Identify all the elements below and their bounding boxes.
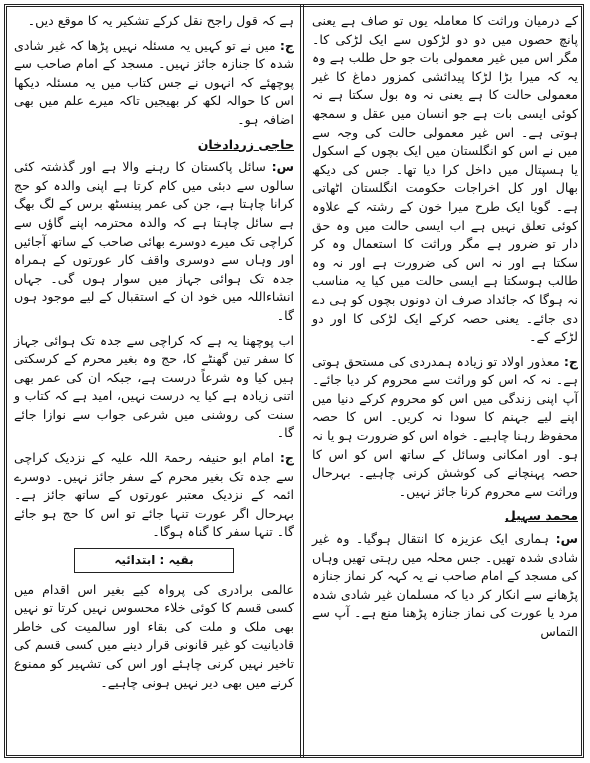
question-text: سائل پاکستان کا رہنے والا ہے اور گذشتہ کئی سالوں سے دبئی میں کام کرتا ہے اپنی والدہ کو حج کرانا چاہتا ہے، جن کی عمر پینسٹھ برس کے لگ بھگ ہے سائل چاہتا ہے کہ والدہ محترمہ اپنے گاؤں سے کراچی تک میرے دوسرے بھائی صاحب کے ساتھ آجائیں اور وہاں سے دوسری واقف کار عورتوں کے ہمراہ جدہ تک ہوائی جہاز میں سوار ہوں گی۔ جہاں انشاءاللہ میں خود ان کے استقبال کے لیے موجود ہوں گا۔ bbox=[14, 159, 294, 323]
question-text: ہماری ایک عزیزہ کا انتقال ہوگیا۔ وہ غیر شادی شدہ تھیں۔ جس محلہ میں رہتی تھیں وہاں کی مسجد کے امام صاحب نے یہ کہہ کر نماز جنازہ پڑھانے سے انکار کر دیا کہ مسلمان غیر شادی شدہ مرد یا عورت کی نماز جنازہ پڑھنا منع ہے۔ آپ سے التماس bbox=[312, 531, 578, 639]
answer-text: معذور اولاد تو زیادہ ہمدردی کی مستحق ہوتی ہے۔ نہ کہ اس کو وراثت سے محروم کر دیا جائے۔ آپ اپنی زندگی میں اس کو محروم کرکے دنیا میں اپنے لیے جہنم کا سودا نہ کریں۔ اس کا حصہ محفوظ رہنا چاہیے۔ خواہ اس کو ضرورت ہو یا نہ ہو۔ اور امکانی وسائل کے ساتھ اس کو اس کا حصہ پہنچانے کی کوشش کرنی چاہیے۔ بہرحال وراثت سے محروم کرنا جائز نہیں۔ bbox=[312, 353, 578, 499]
question-paragraph bbox=[312, 530, 578, 642]
question-marker: س: bbox=[555, 531, 578, 547]
answer-text: میں نے تو کہیں یہ مسئلہ نہیں پڑھا کہ غیر شادی شدہ کا جنازہ جائز نہیں۔ مسجد کے امام صاحب سے پوچھئے کہ انہوں نے جس کتاب میں یہ مسئلہ دیکھا اس کا حوالہ لکھ کر بھیجیں تاکہ میرے علم میں بھی اضافہ ہو۔ bbox=[14, 37, 294, 127]
answer-inheritance-text: کے درمیان وراثت کا معاملہ یوں تو صاف ہے یعنی پانچ حصوں میں دو دو لڑکوں سے ایک لڑکی کا۔ مگر اس میں غیر معمولی بات جو حل طلب ہے وہ یہ کہ میرا بڑا لڑکا پیدائشی کمزور دماغ کا غیر معمولی حالت کا ہے یعنی نہ وہ بول سکتا ہے نہ کوئی ایسی بات ہے جو انسان میں عقل و سمجھ ہوتی ہے۔ اس غیر معمولی حالت کی وجہ سے میں نے اس کو انگلستان میں ایک بچوں کے اسکول یا ہسپتال میں داخل کرا دیا تھا۔ جس کی دیکھ بھال اور کل اخراجات حکومت انگلستان اٹھاتی ہے۔ گویا ایک طرح میرا خون کے رشتہ کے علاوہ کوئی تعلق نہیں ہے اب ایسی حالت میں وہ حق دار تو ضرور ہے مگر وراثت کا استعمال وہ کر سکتا ہے اور نہ اس کی ضرورت ہے اور نہ وہ طالب ہوسکتا ہے ایسی حالت میں کیا یہ مناسب نہ ہوگا کہ جائداد صرف ان دونوں بچوں کو ہی دے دی جائے۔ یعنی حصہ کرکے ایک لڑکی کا اور دو لڑکے کے۔ bbox=[312, 13, 578, 345]
answer-paragraph bbox=[14, 449, 294, 542]
left-column bbox=[14, 12, 294, 698]
answer-paragraph bbox=[14, 37, 294, 130]
answer-marker: ج: bbox=[563, 353, 578, 369]
column-divider bbox=[300, 4, 304, 758]
questioner-name: حاجی زردادخان bbox=[197, 136, 294, 152]
question-paragraph bbox=[14, 158, 294, 325]
editorial-continuation-text: عالمی برادری کی پرواہ کیے بغیر اس اقدام میں کسی قسم کا کوئی خلاء محسوس نہیں کرتا تو نہیں بھی ملک و ملت کی بقاء اور سالمیت کی خاطر قادیانیت کو غیر قانونی قرار دینے میں کسی قسم کی تاخیر نہیں کرنی چاہئے اور اس کی تشہیر کو ممنوع کرنے میں بھی دیر نہیں ہونی چاہیے۔ bbox=[14, 581, 294, 690]
continuation-box: بقیہ : ابتدائیہ bbox=[74, 548, 234, 573]
questioner-name: محمد سہیل bbox=[504, 508, 578, 524]
right-column bbox=[312, 12, 578, 648]
question-marker: س: bbox=[271, 159, 294, 175]
question-followup-text: اب پوچھنا یہ ہے کہ کراچی سے جدہ تک ہوائی جہاز کا سفر تین گھنٹے کا، حج وہ بغیر محرم کے کرسکتی ہیں کیا وہ شرعاً درست ہے، جبکہ ان کی عمر بھی اتنی زیادہ ہے کیا یہ درست نہیں، امید ہے کہ کتاب و سنت کی روشنی میں شرعی جواب سے نوازا جائے گا۔ bbox=[14, 332, 294, 441]
answer-paragraph bbox=[312, 353, 578, 502]
answer-marker: ج: bbox=[279, 450, 294, 466]
continued-text: ہے کہ قول راجح نقل کرکے تشکیر یہ کا موقع دیں۔ bbox=[27, 13, 294, 28]
answer-marker: ج: bbox=[279, 37, 294, 53]
answer-text: امام ابو حنیفہ رحمۃ اللہ علیہ کے نزدیک کراچی سے جدہ تک بغیر محرم کے سفر جائز نہیں۔ دوسرے ائمہ کے نزدیک معتبر عورتوں کے ساتھ جائز ہے۔ بہرحال اگر عورت تنہا جائے تو اس کا حج ہو جائے گا۔ تنہا سفر کا گناہ ہوگا۔ bbox=[14, 450, 294, 540]
